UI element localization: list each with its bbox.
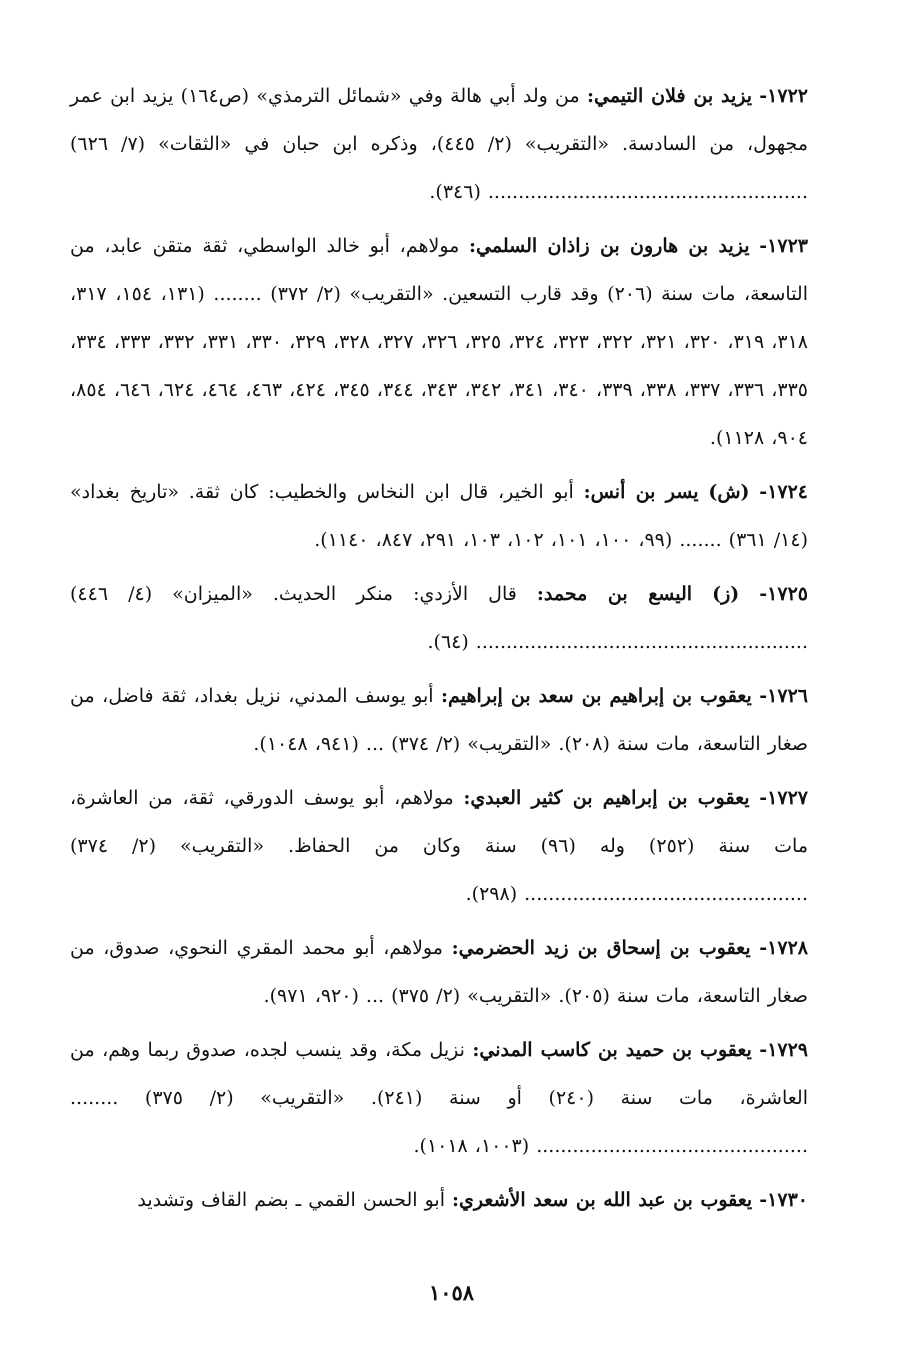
page-body xyxy=(70,72,808,1230)
entry-1722 xyxy=(70,72,808,216)
entry-tag: (ز) xyxy=(712,583,740,605)
entry-number: ١٧٢٨- xyxy=(759,937,808,959)
entry-text: نزيل مكة، وقد ينسب لجده، صدوق ربما وهم، من العاشرة، مات سنة (٢٤٠) أو سنة (٢٤١). «التقريب» (٢/ ٣٧٥) ........ ............................................. (١٠٠٣، ١٠١٨). xyxy=(70,1039,808,1157)
entry-name: يزيد بن فلان التيمي: xyxy=(586,85,753,107)
entry-number: ١٧٢٧- xyxy=(759,787,808,809)
entry-number: ١٧٢٦- xyxy=(759,685,808,707)
page-number: ١٠٥٨ xyxy=(428,1280,475,1305)
entry-name: يسر بن أنس: xyxy=(583,481,699,503)
entry-number: ١٧٣٠- xyxy=(759,1189,808,1211)
entry-1723 xyxy=(70,222,808,462)
entry-1728 xyxy=(70,924,808,1020)
entry-text: قال الأزدي: منكر الحديث. «الميزان» (٤/ ٤٤٦) ....................................................... (٦٤). xyxy=(70,583,808,653)
entry-name: يعقوب بن إبراهيم بن كثير العبدي: xyxy=(463,787,750,809)
entry-name: اليسع بن محمد: xyxy=(536,583,693,605)
entry-1726 xyxy=(70,672,808,768)
entry-tag: (ش) xyxy=(708,481,750,503)
entry-1730 xyxy=(70,1176,808,1224)
entry-text: أبو الحسن القمي ـ بضم القاف وتشديد xyxy=(137,1189,453,1211)
entry-text: مولاهم، أبو يوسف الدورقي، ثقة، من العاشرة، مات سنة (٢٥٢) وله (٩٦) سنة وكان من الحفاظ. «التقريب» (٢/ ٣٧٤) ............................................... (٢٩٨). xyxy=(70,787,808,905)
entry-number: ١٧٢٩- xyxy=(759,1039,809,1061)
entry-text: مولاهم، أبو محمد المقري النحوي، صدوق، من صغار التاسعة، مات سنة (٢٠٥). «التقريب» (٢/ ٣٧٥) ... (٩٢٠، ٩٧١). xyxy=(70,937,808,1007)
entry-text: أبو يوسف المدني، نزيل بغداد، ثقة فاضل، من صغار التاسعة، مات سنة (٢٠٨). «التقريب» (٢/ ٣٧٤) ... (٩٤١، ١٠٤٨). xyxy=(70,685,808,755)
entry-1729 xyxy=(70,1026,808,1170)
entry-name: يزيد بن هارون بن زاذان السلمي: xyxy=(469,235,750,257)
entry-name: يعقوب بن إسحاق بن زيد الحضرمي: xyxy=(451,937,751,959)
entry-number: ١٧٢٣- xyxy=(759,235,808,257)
entry-text: من ولد أبي هالة وفي «شمائل الترمذي» (ص١٦٤) يزيد ابن عمر مجهول، من السادسة. «التقريب» (٢/ ٤٤٥)، وذكره ابن حبان في «الثقات» (٧/ ٦٢٦) ..................................................... (٣٤٦). xyxy=(70,85,808,203)
entry-number: ١٧٢٤- xyxy=(759,481,809,503)
entry-text: أبو الخير، قال ابن النخاس والخطيب: كان ثقة. «تاريخ بغداد» (١٤/ ٣٦١) ....... (٩٩، ١٠٠، ١٠١، ١٠٢، ١٠٣، ٢٩١، ٨٤٧، ١١٤٠). xyxy=(70,481,808,551)
entry-1725 xyxy=(70,570,808,666)
entry-1724 xyxy=(70,468,808,564)
entry-name: يعقوب بن عبد الله بن سعد الأشعري: xyxy=(452,1189,753,1211)
entry-number: ١٧٢٥- xyxy=(759,583,808,605)
entry-number: ١٧٢٢- xyxy=(759,85,808,107)
entry-name: يعقوب بن حميد بن كاسب المدني: xyxy=(472,1039,752,1061)
entry-1727 xyxy=(70,774,808,918)
entry-text: مولاهم، أبو خالد الواسطي، ثقة متقن عابد، من التاسعة، مات سنة (٢٠٦) وقد قارب التسعين. «التقريب» (٢/ ٣٧٢) ........ (١٣١، ١٥٤، ٣١٧، ٣١٨، ٣١٩، ٣٢٠، ٣٢١، ٣٢٢، ٣٢٣، ٣٢٤، ٣٢٥، ٣٢٦، ٣٢٧، ٣٢٨، ٣٢٩، ٣٣٠، ٣٣١، ٣٣٢، ٣٣٣، ٣٣٤، ٣٣٥، ٣٣٦، ٣٣٧، ٣٣٨، ٣٣٩، ٣٤٠، ٣٤١، ٣٤٢، ٣٤٣، ٣٤٤، ٣٤٥، ٤٢٤، ٤٦٣، ٤٦٤، ٦٢٤، ٦٤٦، ٨٥٤، ٩٠٤، ١١٢٨). xyxy=(70,235,809,449)
entry-name: يعقوب بن إبراهيم بن سعد بن إبراهيم: xyxy=(441,685,752,707)
